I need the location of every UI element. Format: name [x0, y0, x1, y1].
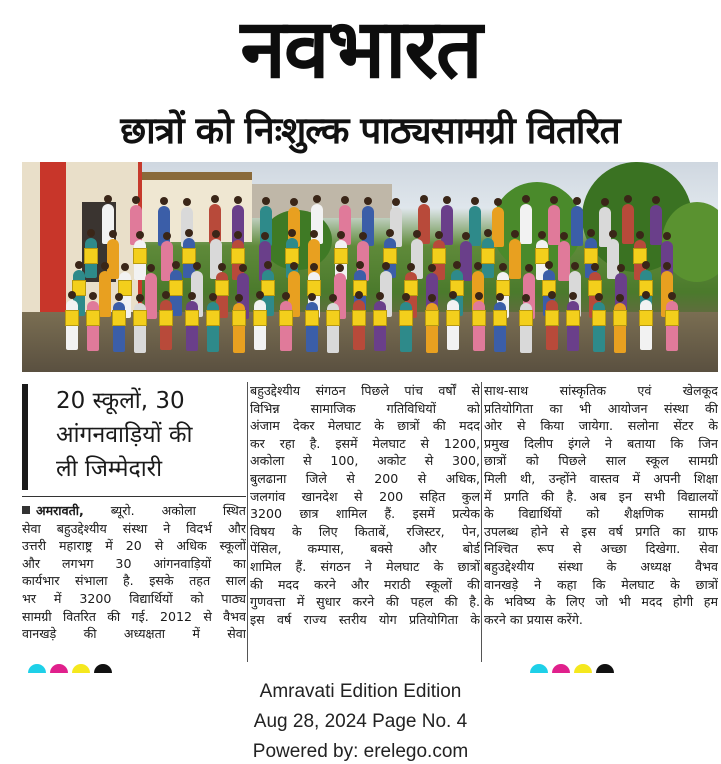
student-figure	[186, 301, 198, 351]
school-bag-icon	[545, 310, 559, 326]
student-figure	[571, 206, 583, 246]
school-bag-icon	[159, 310, 173, 326]
school-bag-icon	[639, 310, 653, 326]
magenta-mark	[552, 664, 570, 673]
school-bag-icon	[133, 310, 147, 326]
student-figure	[548, 205, 560, 245]
students-group	[62, 192, 692, 352]
student-figure	[311, 204, 323, 244]
student-figure	[339, 205, 351, 245]
column-divider	[481, 382, 482, 662]
student-figure	[473, 301, 485, 351]
school-bag-icon	[305, 310, 319, 326]
school-bag-icon	[399, 310, 413, 326]
black-mark	[596, 664, 614, 673]
yellow-mark	[72, 664, 90, 673]
school-bag-icon	[253, 310, 267, 326]
student-figure	[567, 301, 579, 351]
school-bag-icon	[279, 310, 293, 326]
school-bag-icon	[566, 310, 580, 326]
school-bag-icon	[665, 310, 679, 326]
school-bag-icon	[185, 310, 199, 326]
school-bag-icon	[373, 310, 387, 326]
bullet-icon	[22, 506, 30, 514]
column-2-body: बहुउद्देश्यीय संगठन पिछले पांच वर्षों से विभिन्न सामाजिक गतिविधियों को अंजाम देकर मेलघाट के छात्रों की मदद कर रहा है. इसमें मेलघाट से 1200, अकोला से 100, अकोट से 300, बुलढाना जिले से 200 से अधिक, जलगांव खानदेश से 200 सहित कुल 3200 छात्र शामिल हैं. इसमें प्रत्येक विषय के लिए किताबें, रजिस्टर, पेन, पेंसिल, कम्पास, बक्से और बोर्ड शामिल हैं. संगठन ने मेलघाट के छात्रों की मदद करने और मराठी स्कूलों की गुणवत्ता में सुधार करने की पहल की है. इस वर्ष राज्य स्तरीय योग प्रतियोगिता के	[250, 383, 480, 627]
yellow-mark	[574, 664, 592, 673]
student-figure	[622, 204, 634, 244]
school-bag-icon	[231, 248, 245, 264]
school-bag-icon	[84, 248, 98, 264]
cyan-mark	[28, 664, 46, 673]
student-figure	[99, 271, 111, 317]
school-bag-icon	[334, 248, 348, 264]
student-figure	[666, 301, 678, 351]
footer-date-page: Aug 28, 2024 Page No. 4	[253, 711, 468, 732]
school-bag-icon	[352, 310, 366, 326]
school-bag-icon	[472, 310, 486, 326]
subheading: 20 स्कूलों, 30 आंगनवाड़ियों की ली जिम्मेदारी	[56, 388, 193, 482]
school-bag-icon	[133, 248, 147, 264]
magenta-mark	[50, 664, 68, 673]
newspaper-masthead: नवभारत	[240, 2, 481, 97]
student-figure	[280, 301, 292, 351]
school-bag-icon	[425, 310, 439, 326]
article-photo	[22, 162, 718, 372]
school-bag-icon	[613, 310, 627, 326]
student-figure	[260, 206, 272, 246]
student-figure	[374, 301, 386, 351]
subheading-bar	[22, 384, 28, 490]
student-figure	[209, 204, 221, 244]
student-figure	[418, 204, 430, 244]
school-bag-icon	[232, 310, 246, 326]
footer-powered-by: Powered by: erelego.com	[252, 741, 469, 762]
student-figure	[362, 206, 374, 246]
student-figure	[158, 206, 170, 246]
school-bag-icon	[584, 248, 598, 264]
student-figure	[650, 205, 662, 245]
school-bag-icon	[493, 310, 507, 326]
column-1-body: अमरावती, ब्यूरो. अकोला स्थित सेवा बहुउद्देश्यीय संस्था ने विदर्भ और उत्तरी महाराष्ट्र में 20 से अधिक स्कूलों और लगभग 30 आंगनवाड़ियों का कार्यभार संभाला है. इसके तहत साल भर में 3200 विद्यार्थियों को पाठ्य सामग्री वितरित की गई. 2012 से वैभव वानखड़े की अध्यक्षता में सेवा	[22, 503, 246, 642]
school-bag-icon	[481, 248, 495, 264]
student-figure	[441, 205, 453, 245]
black-mark	[94, 664, 112, 673]
student-figure	[469, 206, 481, 246]
student-figure	[102, 204, 114, 244]
column-3-body: साथ-साथ सांस्कृतिक एवं खेलकूद प्रतियोगिता का भी आयोजन संस्था की ओर से किया जायेगा. सलोना सेंटर के प्रमुख दिलीप इंगले ने बताया कि जिन छात्रों को पिछले साल स्कूल सामग्री मिली थी, उन्होंने वास्तव में अपनी शिक्षा में प्रगति की है. अब इन सभी विद्यालयों के विद्यार्थियों को शैक्षणिक सामग्री उपलब्ध होने से इस वर्ष प्रगति का ग्राफ निश्चित रूप से अच्छा दिखेगा. सेवा बहुउद्देश्यीय संस्था के अध्यक्ष वैभव वानखड़े ने कहा कि मेलघाट के छात्रों के भविष्य के लिए जो भी मदद होगी हम करने का प्रयास करेंगे.	[484, 383, 718, 627]
school-bag-icon	[215, 280, 229, 296]
column-1-header	[22, 382, 246, 500]
student-figure	[520, 204, 532, 244]
student-figure	[87, 301, 99, 351]
school-bag-icon	[86, 310, 100, 326]
school-bag-icon	[65, 310, 79, 326]
student-figure	[232, 205, 244, 245]
divider	[22, 496, 246, 497]
school-bag-icon	[432, 248, 446, 264]
school-bag-icon	[112, 310, 126, 326]
school-bag-icon	[206, 310, 220, 326]
column-divider	[247, 382, 248, 662]
school-bag-icon	[182, 248, 196, 264]
student-figure	[130, 205, 142, 245]
school-bag-icon	[592, 310, 606, 326]
school-bag-icon	[326, 310, 340, 326]
student-figure	[492, 207, 504, 247]
school-bag-icon	[519, 310, 533, 326]
school-bag-icon	[169, 280, 183, 296]
article-headline: छात्रों को निःशुल्क पाठ्यसामग्री वितरित	[120, 109, 620, 152]
school-bag-icon	[446, 310, 460, 326]
footer-edition: Amravati Edition Edition	[259, 681, 462, 702]
student-figure	[509, 239, 521, 279]
dateline: अमरावती,	[36, 503, 84, 518]
cyan-mark	[530, 664, 548, 673]
